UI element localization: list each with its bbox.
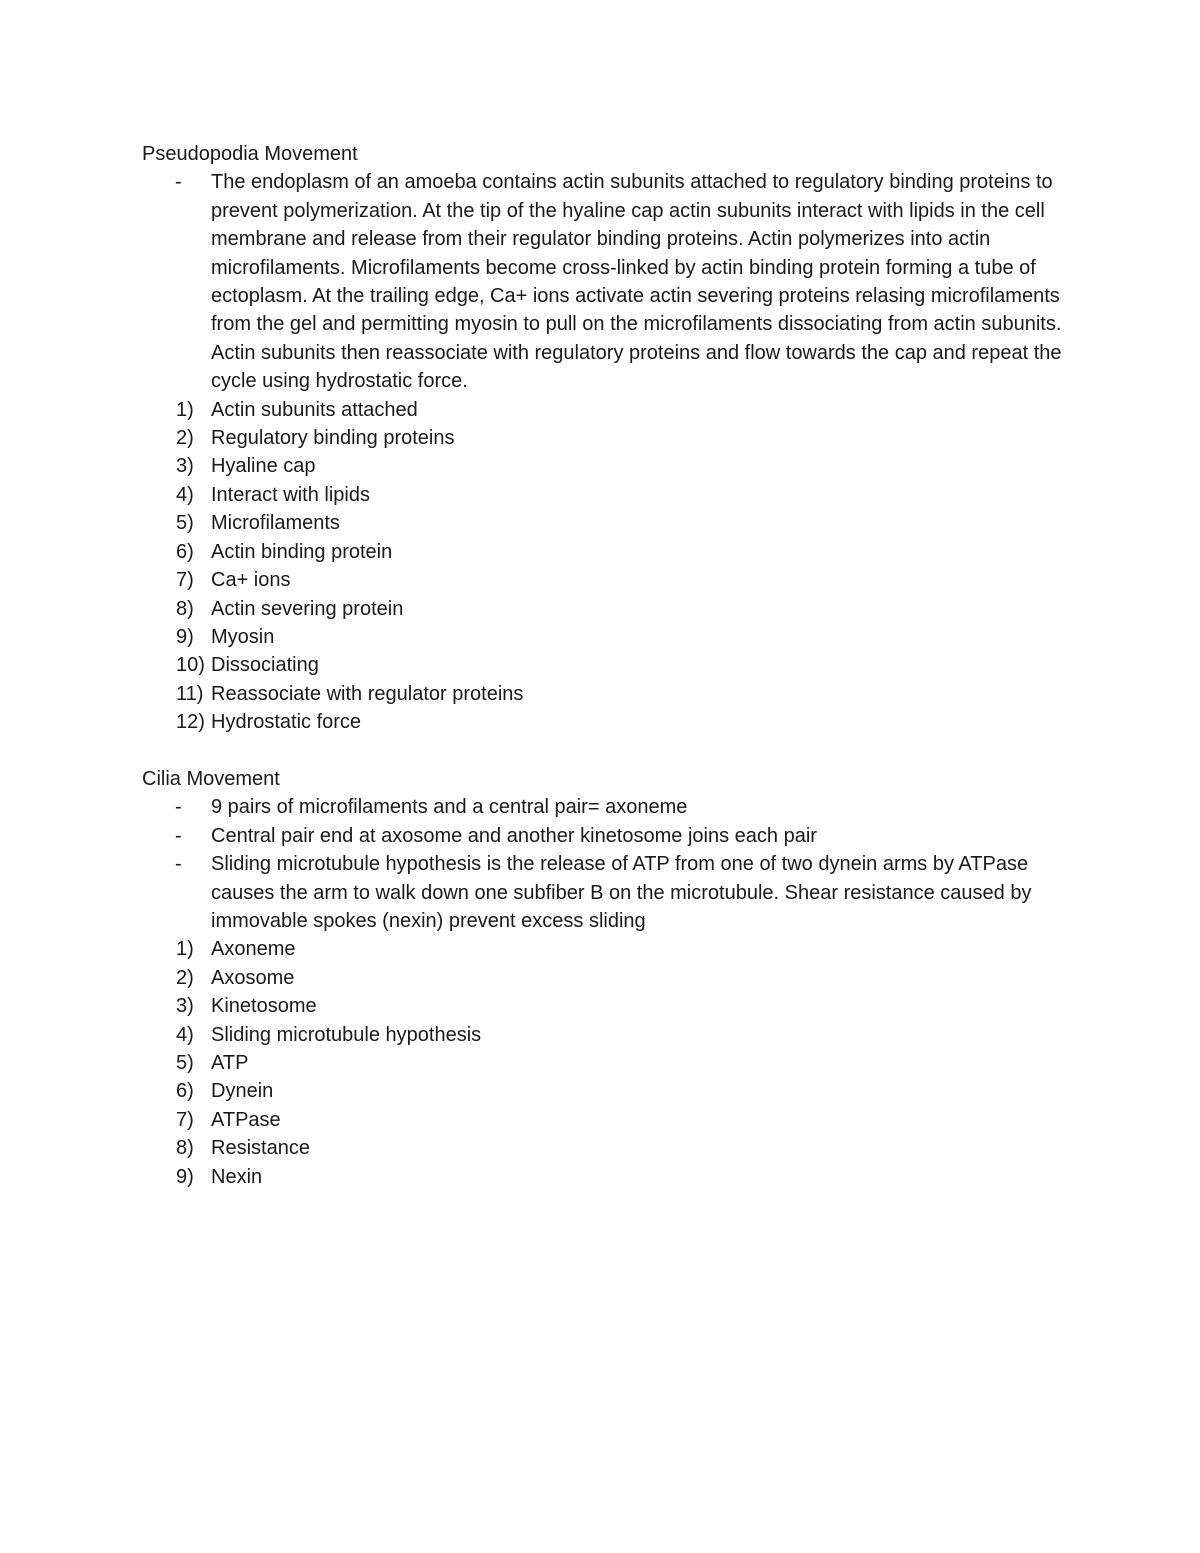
list-item-text: Myosin [211, 625, 275, 648]
list-number: 3) [176, 455, 194, 478]
section-pseudopodia-movement [142, 140, 1062, 737]
list-item-text: ATP [211, 1051, 249, 1074]
list-item-text: Reassociate with regulator proteins [211, 682, 524, 705]
list-item [142, 935, 1062, 963]
list-item [142, 1077, 1062, 1105]
list-item [142, 1049, 1062, 1077]
bullet-marker: - [175, 796, 182, 819]
section-spacer [142, 737, 1062, 765]
bullet-text: Sliding microtubule hypothesis is the release of ATP from one of two dynein arms by ATPase causes the arm to walk down one subfiber B on the microtubule. Shear resistance caused by immovable spokes (nexin) prevent excess sliding [211, 853, 1032, 932]
bullet-item [142, 168, 1062, 395]
list-number: 2) [176, 966, 194, 989]
section-title: Cilia Movement [142, 767, 280, 790]
list-item [142, 481, 1062, 509]
list-item [142, 651, 1062, 679]
bullet-text: The endoplasm of an amoeba contains actin subunits attached to regulatory binding proteins to prevent polymerization. At the tip of the hyaline cap actin subunits interact with lipids in the cell membrane and release from their regulator binding proteins. Actin polymerizes into actin microfilaments. Microfilaments become cross-linked by actin binding protein forming a tube of ectoplasm. At the trailing edge, Ca+ ions activate actin severing proteins relasing microfilaments from the gel and permitting myosin to pull on the microfilaments dissociating from actin subunits. Actin subunits then reassociate with regulatory proteins and flow towards the cap and repeat the cycle using hydrostatic force. [211, 171, 1062, 393]
bullet-item [142, 793, 1062, 821]
bullet-marker: - [175, 171, 182, 194]
document-content [142, 140, 1062, 1191]
list-number: 9) [176, 1165, 194, 1188]
list-item [142, 509, 1062, 537]
list-number: 5) [176, 1051, 194, 1074]
list-item [142, 992, 1062, 1020]
list-number: 9) [176, 625, 194, 648]
list-number: 8) [176, 1137, 194, 1160]
list-item [142, 623, 1062, 651]
list-item [142, 595, 1062, 623]
bullet-marker: - [175, 853, 182, 876]
list-number: 6) [176, 1080, 194, 1103]
numbered-list [142, 935, 1062, 1191]
list-number: 7) [176, 569, 194, 592]
list-number: 7) [176, 1108, 194, 1131]
list-item-text: Sliding microtubule hypothesis [211, 1023, 482, 1046]
list-item [142, 680, 1062, 708]
list-item-text: Dissociating [211, 654, 319, 677]
bullet-list [142, 793, 1062, 935]
list-item-text: Actin severing protein [211, 597, 404, 620]
list-item-text: Nexin [211, 1165, 263, 1188]
list-number: 6) [176, 540, 194, 563]
list-item-text: Hyaline cap [211, 455, 316, 478]
list-item-text: Actin binding protein [211, 540, 393, 563]
list-number: 11) [176, 682, 204, 705]
list-item [142, 708, 1062, 736]
list-item [142, 538, 1062, 566]
list-number: 1) [176, 398, 194, 421]
list-item-text: Kinetosome [211, 995, 317, 1018]
list-item-text: Interact with lipids [211, 483, 370, 506]
list-item-text: Regulatory binding proteins [211, 427, 455, 450]
bullet-text: 9 pairs of microfilaments and a central pair= axoneme [211, 796, 688, 819]
section-title: Pseudopodia Movement [142, 143, 358, 165]
list-item [142, 1163, 1062, 1191]
list-number: 12) [176, 711, 205, 734]
list-item-text: Axoneme [211, 938, 296, 961]
list-item-text: Dynein [211, 1080, 274, 1103]
list-item [142, 964, 1062, 992]
bullet-marker: - [175, 824, 182, 847]
list-item-text: Resistance [211, 1137, 310, 1160]
list-item [142, 424, 1062, 452]
list-item-text: Hydrostatic force [211, 711, 362, 734]
numbered-list [142, 396, 1062, 737]
bullet-item [142, 850, 1062, 935]
bullet-list [142, 168, 1062, 395]
list-item [142, 566, 1062, 594]
list-item-text: Axosome [211, 966, 295, 989]
list-number: 5) [176, 512, 194, 535]
list-number: 1) [176, 938, 194, 961]
list-item [142, 1021, 1062, 1049]
list-number: 10) [176, 654, 205, 677]
list-number: 8) [176, 597, 194, 620]
bullet-text: Central pair end at axosome and another kinetosome joins each pair [211, 824, 817, 847]
list-item [142, 452, 1062, 480]
list-item-text: ATPase [211, 1108, 281, 1131]
list-number: 4) [176, 1023, 194, 1046]
bullet-item [142, 822, 1062, 850]
list-item [142, 1106, 1062, 1134]
list-item [142, 1134, 1062, 1162]
list-number: 2) [176, 427, 194, 450]
list-item-text: Microfilaments [211, 512, 340, 535]
list-item-text: Actin subunits attached [211, 398, 418, 421]
list-number: 3) [176, 995, 194, 1018]
section-cilia-movement [142, 765, 1062, 1191]
list-item [142, 396, 1062, 424]
list-number: 4) [176, 483, 194, 506]
list-item-text: Ca+ ions [211, 569, 291, 592]
